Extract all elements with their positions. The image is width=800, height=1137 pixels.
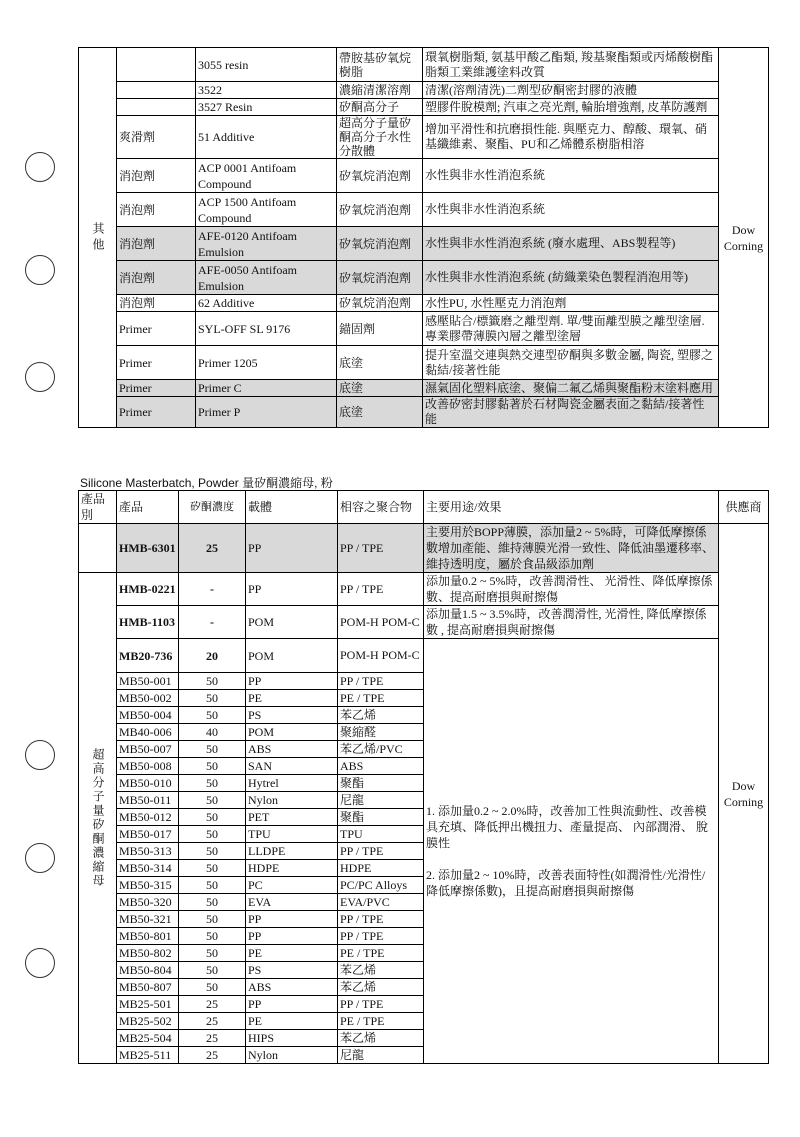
type-cell bbox=[117, 48, 196, 82]
compatible-cell: PP / TPE bbox=[338, 843, 424, 860]
chemistry-cell: 錨固劑 bbox=[337, 312, 423, 346]
type-cell: 消泡劑 bbox=[117, 159, 196, 193]
product-cell: MB50-008 bbox=[117, 758, 179, 775]
concentration-cell: 25 bbox=[179, 996, 246, 1013]
header-product: 產品 bbox=[117, 491, 179, 524]
chemistry-cell: 矽酮高分子 bbox=[337, 99, 423, 116]
carrier-cell: PC bbox=[246, 877, 338, 894]
concentration-cell: 50 bbox=[179, 962, 246, 979]
carrier-cell: PS bbox=[246, 962, 338, 979]
concentration-cell: 50 bbox=[179, 809, 246, 826]
compatible-cell: 苯乙烯 bbox=[338, 1030, 424, 1047]
use-note-1: 1. 添加量0.2 ~ 2.0%時，改善加工性與流動性、改善模具充填、降低押出機扭力、產量提高、 內部潤滑、 脫膜性 bbox=[426, 804, 709, 850]
concentration-cell: 50 bbox=[179, 758, 246, 775]
product-cell: 51 Additive bbox=[196, 116, 337, 159]
type-cell: 消泡劑 bbox=[117, 295, 196, 312]
description-cell: 濕氣固化塑料底塗、聚偏二氟乙烯與聚酯粉末塗料應用 bbox=[423, 380, 719, 397]
product-cell: MB50-321 bbox=[117, 911, 179, 928]
type-cell bbox=[117, 82, 196, 99]
compatible-cell: 尼龍 bbox=[338, 1047, 424, 1064]
concentration-cell: 50 bbox=[179, 928, 246, 945]
table-row bbox=[79, 48, 769, 82]
carrier-cell: Nylon bbox=[246, 792, 338, 809]
type-cell: 爽滑劑 bbox=[117, 116, 196, 159]
category-cell: 其他 bbox=[79, 48, 117, 428]
carrier-cell: PP bbox=[246, 573, 338, 606]
product-cell: HMB-1103 bbox=[117, 606, 179, 639]
product-cell: MB50-802 bbox=[117, 945, 179, 962]
binder-hole-4 bbox=[25, 740, 55, 770]
compatible-cell: PP / TPE bbox=[338, 996, 424, 1013]
table-row bbox=[79, 159, 769, 193]
product-cell: ACP 1500 Antifoam Compound bbox=[196, 193, 337, 227]
carrier-cell: PP bbox=[246, 524, 338, 573]
type-cell: Primer bbox=[117, 346, 196, 380]
concentration-cell: 25 bbox=[179, 524, 246, 573]
chemistry-cell: 底塗 bbox=[337, 397, 423, 428]
carrier-cell: Nylon bbox=[246, 1047, 338, 1064]
chemistry-cell: 矽氧烷消泡劑 bbox=[337, 295, 423, 312]
product-cell: 3527 Resin bbox=[196, 99, 337, 116]
product-cell: MB50-801 bbox=[117, 928, 179, 945]
product-cell: MB50-011 bbox=[117, 792, 179, 809]
table-row bbox=[79, 524, 769, 573]
product-cell: MB50-007 bbox=[117, 741, 179, 758]
description-cell: 環氧樹脂類, 氨基甲酸乙酯類, 羧基聚酯類或丙烯酸樹酯脂類工業維護塗料改質 bbox=[423, 48, 719, 82]
product-cell: SYL-OFF SL 9176 bbox=[196, 312, 337, 346]
supplier-cell: Dow Corning bbox=[719, 48, 769, 428]
product-cell: MB50-313 bbox=[117, 843, 179, 860]
compatible-cell: PP / TPE bbox=[338, 524, 424, 573]
product-cell: MB25-511 bbox=[117, 1047, 179, 1064]
product-cell: ACP 0001 Antifoam Compound bbox=[196, 159, 337, 193]
compatible-cell: 苯乙烯 bbox=[338, 962, 424, 979]
concentration-cell: 50 bbox=[179, 707, 246, 724]
table-row bbox=[79, 380, 769, 397]
concentration-cell: 20 bbox=[179, 639, 246, 673]
description-cell: 感壓貼合/標籤磨之離型劑. 單/雙面離型膜之離型塗層. 專業膠帶薄膜內層之離型塗層 bbox=[423, 312, 719, 346]
use-cell: 添加量0.2 ~ 5%時，改善潤滑性、 光滑性、降低摩擦係數、提高耐磨損與耐擦傷 bbox=[424, 573, 719, 606]
concentration-cell: - bbox=[179, 573, 246, 606]
product-cell: MB50-320 bbox=[117, 894, 179, 911]
product-cell: MB50-804 bbox=[117, 962, 179, 979]
table-row bbox=[79, 116, 769, 159]
product-cell: MB50-315 bbox=[117, 877, 179, 894]
compatible-cell: EVA/PVC bbox=[338, 894, 424, 911]
compatible-cell: PP / TPE bbox=[338, 573, 424, 606]
carrier-cell: PP bbox=[246, 928, 338, 945]
carrier-cell: PP bbox=[246, 996, 338, 1013]
chemistry-cell: 底塗 bbox=[337, 380, 423, 397]
binder-hole-5 bbox=[25, 843, 55, 873]
concentration-cell: 50 bbox=[179, 741, 246, 758]
carrier-cell: PE bbox=[246, 945, 338, 962]
product-cell: HMB-6301 bbox=[117, 524, 179, 573]
product-cell: MB40-006 bbox=[117, 724, 179, 741]
product-cell: MB50-001 bbox=[117, 673, 179, 690]
carrier-cell: ABS bbox=[246, 979, 338, 996]
product-cell: MB50-017 bbox=[117, 826, 179, 843]
concentration-cell: 50 bbox=[179, 911, 246, 928]
compatible-cell: 苯乙烯/PVC bbox=[338, 741, 424, 758]
carrier-cell: HDPE bbox=[246, 860, 338, 877]
table-row bbox=[79, 397, 769, 428]
product-cell: MB25-501 bbox=[117, 996, 179, 1013]
type-cell: 消泡劑 bbox=[117, 261, 196, 295]
table-row bbox=[79, 606, 769, 639]
table-row bbox=[79, 312, 769, 346]
type-cell bbox=[117, 99, 196, 116]
concentration-cell: 50 bbox=[179, 792, 246, 809]
compatible-cell: HDPE bbox=[338, 860, 424, 877]
product-cell: AFE-0050 Antifoam Emulsion bbox=[196, 261, 337, 295]
category-cell: 超高分子量矽酮濃縮母 bbox=[79, 573, 117, 1064]
product-cell: HMB-0221 bbox=[117, 573, 179, 606]
concentration-cell: 50 bbox=[179, 979, 246, 996]
product-cell: MB50-314 bbox=[117, 860, 179, 877]
concentration-cell: 50 bbox=[179, 843, 246, 860]
product-cell: MB25-504 bbox=[117, 1030, 179, 1047]
header-supplier: 供應商 bbox=[719, 491, 769, 524]
header-compatible-polymers: 相容之聚合物 bbox=[338, 491, 424, 524]
carrier-cell: SAN bbox=[246, 758, 338, 775]
binder-hole-6 bbox=[25, 948, 55, 978]
compatible-cell: 苯乙烯 bbox=[338, 979, 424, 996]
description-cell: 水性與非水性消泡系統 (廢水處理、ABS製程等) bbox=[423, 227, 719, 261]
carrier-cell: POM bbox=[246, 724, 338, 741]
table-row bbox=[79, 346, 769, 380]
compatible-cell: 苯乙烯 bbox=[338, 707, 424, 724]
use-cell: 添加量1.5 ~ 3.5%時，改善潤滑性, 光滑性, 降低摩擦係數 , 提高耐磨損與耐擦傷 bbox=[424, 606, 719, 639]
type-cell: Primer bbox=[117, 397, 196, 428]
concentration-cell: 50 bbox=[179, 673, 246, 690]
concentration-cell: - bbox=[179, 606, 246, 639]
type-cell: 消泡劑 bbox=[117, 193, 196, 227]
table-row bbox=[79, 193, 769, 227]
carrier-cell: EVA bbox=[246, 894, 338, 911]
chemistry-cell: 矽氧烷消泡劑 bbox=[337, 193, 423, 227]
binder-hole-2 bbox=[25, 255, 55, 285]
binder-hole-3 bbox=[25, 362, 55, 392]
carrier-cell: PP bbox=[246, 911, 338, 928]
concentration-cell: 50 bbox=[179, 775, 246, 792]
masterbatch-table bbox=[78, 490, 769, 1064]
compatible-cell: PP / TPE bbox=[338, 673, 424, 690]
carrier-cell: ABS bbox=[246, 741, 338, 758]
compatible-cell: 聚酯 bbox=[338, 775, 424, 792]
description-cell: 水性PU, 水性壓克力消泡劑 bbox=[423, 295, 719, 312]
compatible-cell: 聚酯 bbox=[338, 809, 424, 826]
type-cell: Primer bbox=[117, 312, 196, 346]
concentration-cell: 25 bbox=[179, 1030, 246, 1047]
product-cell: MB20-736 bbox=[117, 639, 179, 673]
compatible-cell: PE / TPE bbox=[338, 945, 424, 962]
masterbatch-section-title: Silicone Masterbatch, Powder 量矽酮濃縮母, 粉 bbox=[80, 476, 333, 490]
carrier-cell: PE bbox=[246, 690, 338, 707]
carrier-cell: PE bbox=[246, 1013, 338, 1030]
header-concentration: 矽酮濃度 bbox=[179, 491, 246, 524]
description-cell: 改善矽密封膠黏著於石材陶瓷金屬表面之黏結/接著性能 bbox=[423, 397, 719, 428]
carrier-cell: PET bbox=[246, 809, 338, 826]
product-cell: MB25-502 bbox=[117, 1013, 179, 1030]
binder-hole-1 bbox=[25, 152, 55, 182]
description-cell: 塑膠件脫模劑; 汽車之亮光劑, 輪胎增強劑, 皮革防護劑 bbox=[423, 99, 719, 116]
product-cell: 3522 bbox=[196, 82, 337, 99]
concentration-cell: 50 bbox=[179, 860, 246, 877]
product-cell: MB50-010 bbox=[117, 775, 179, 792]
other-additives-table bbox=[78, 47, 769, 428]
table-row bbox=[79, 573, 769, 606]
compatible-cell: TPU bbox=[338, 826, 424, 843]
compatible-cell: 聚縮醛 bbox=[338, 724, 424, 741]
concentration-cell: 50 bbox=[179, 894, 246, 911]
type-cell: 消泡劑 bbox=[117, 227, 196, 261]
supplier-cell: Dow Corning bbox=[719, 524, 769, 1064]
product-cell: MB50-004 bbox=[117, 707, 179, 724]
chemistry-cell: 帶胺基矽氧烷樹脂 bbox=[337, 48, 423, 82]
description-cell: 清潔(溶劑清洗)二劑型矽酮密封膠的液體 bbox=[423, 82, 719, 99]
product-cell: 62 Additive bbox=[196, 295, 337, 312]
carrier-cell: Hytrel bbox=[246, 775, 338, 792]
product-cell: AFE-0120 Antifoam Emulsion bbox=[196, 227, 337, 261]
compatible-cell: 尼龍 bbox=[338, 792, 424, 809]
compatible-cell: ABS bbox=[338, 758, 424, 775]
concentration-cell: 50 bbox=[179, 945, 246, 962]
concentration-cell: 25 bbox=[179, 1013, 246, 1030]
carrier-cell: PP bbox=[246, 673, 338, 690]
table-row bbox=[79, 99, 769, 116]
use-note-2: 2. 添加量2 ~ 10%時，改善表面特性(如潤滑性/光滑性/ 降低摩擦係數)，且提高耐磨損與耐擦傷 bbox=[426, 868, 706, 898]
description-cell: 水性與非水性消泡系統 bbox=[423, 159, 719, 193]
header-main-use: 主要用途/效果 bbox=[424, 491, 719, 524]
carrier-cell: LLDPE bbox=[246, 843, 338, 860]
product-cell: MB50-002 bbox=[117, 690, 179, 707]
carrier-cell: POM bbox=[246, 606, 338, 639]
description-cell: 水性與非水性消泡系統 bbox=[423, 193, 719, 227]
product-cell: MB50-807 bbox=[117, 979, 179, 996]
chemistry-cell: 底塗 bbox=[337, 346, 423, 380]
description-cell: 水性與非水性消泡系統 (紡織業染色製程消泡用等) bbox=[423, 261, 719, 295]
chemistry-cell: 超高分子量矽酮高分子水性分散體 bbox=[337, 116, 423, 159]
concentration-cell: 50 bbox=[179, 826, 246, 843]
compatible-cell: PE / TPE bbox=[338, 1013, 424, 1030]
use-cell: 主要用於BOPP薄膜，添加量2 ~ 5%時，可降低摩擦係數增加產能、維持薄膜光滑一致性、降低油墨遷移率、維持透明度，屬於食品級添加劑 bbox=[424, 524, 719, 573]
table-row bbox=[79, 82, 769, 99]
compatible-cell: PC/PC Alloys bbox=[338, 877, 424, 894]
chemistry-cell: 矽氧烷消泡劑 bbox=[337, 261, 423, 295]
concentration-cell: 25 bbox=[179, 1047, 246, 1064]
concentration-cell: 50 bbox=[179, 690, 246, 707]
concentration-cell: 50 bbox=[179, 877, 246, 894]
compatible-cell: PP / TPE bbox=[338, 911, 424, 928]
carrier-cell: HIPS bbox=[246, 1030, 338, 1047]
description-cell: 提升室溫交連與熱交連型矽酮與多數金屬, 陶瓷, 塑膠之黏結/接著性能 bbox=[423, 346, 719, 380]
product-cell: Primer P bbox=[196, 397, 337, 428]
carrier-cell: PS bbox=[246, 707, 338, 724]
compatible-cell: POM-H POM-C bbox=[338, 639, 424, 673]
header-category: 產品別 bbox=[79, 491, 117, 524]
product-cell: 3055 resin bbox=[196, 48, 337, 82]
description-cell: 增加平滑性和抗磨損性能. 與壓克力、醇酸、環氧、硝基纖維素、聚酯、PU和乙烯體系樹脂相溶 bbox=[423, 116, 719, 159]
chemistry-cell: 矽氧烷消泡劑 bbox=[337, 159, 423, 193]
chemistry-cell: 濃縮清潔溶劑 bbox=[337, 82, 423, 99]
header-carrier: 載體 bbox=[246, 491, 338, 524]
table-row bbox=[79, 295, 769, 312]
table-row bbox=[79, 639, 769, 673]
chemistry-cell: 矽氧烷消泡劑 bbox=[337, 227, 423, 261]
compatible-cell: PP / TPE bbox=[338, 928, 424, 945]
product-cell: Primer 1205 bbox=[196, 346, 337, 380]
type-cell: Primer bbox=[117, 380, 196, 397]
carrier-cell: TPU bbox=[246, 826, 338, 843]
product-cell: MB50-012 bbox=[117, 809, 179, 826]
merged-use-cell bbox=[424, 639, 719, 1064]
concentration-cell: 40 bbox=[179, 724, 246, 741]
table-row bbox=[79, 227, 769, 261]
compatible-cell: PE / TPE bbox=[338, 690, 424, 707]
product-cell: Primer C bbox=[196, 380, 337, 397]
table-row bbox=[79, 261, 769, 295]
carrier-cell: POM bbox=[246, 639, 338, 673]
compatible-cell: POM-H POM-C bbox=[338, 606, 424, 639]
category-cell-empty bbox=[79, 524, 117, 573]
